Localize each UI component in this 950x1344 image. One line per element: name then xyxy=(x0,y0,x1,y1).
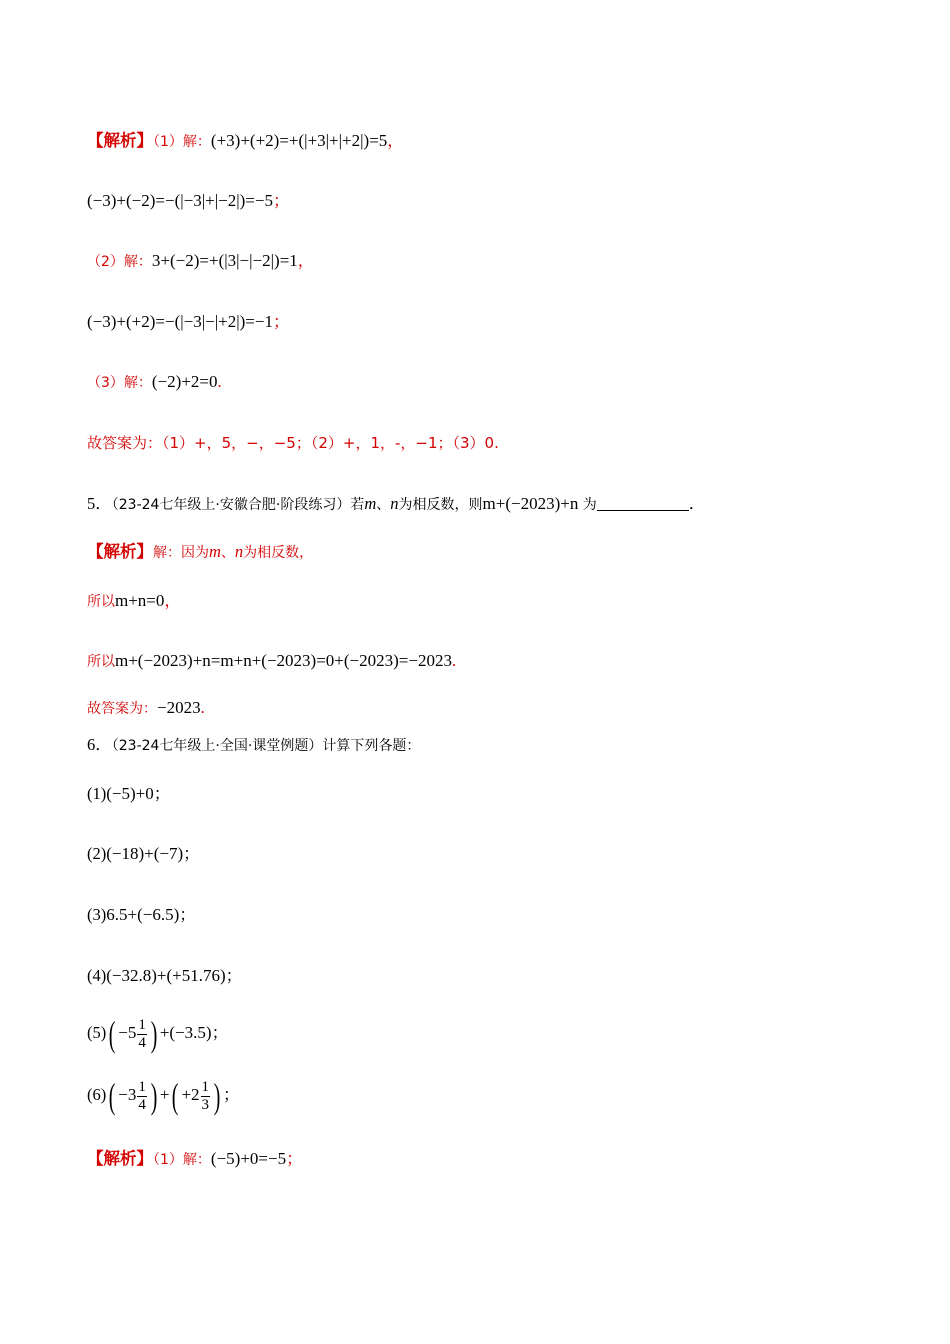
analysis-label: 【解析】 xyxy=(87,542,153,561)
q4-solution-line-2 xyxy=(87,190,289,212)
q6-item-label: (1) xyxy=(87,784,107,803)
q5-sol-var-m: m xyxy=(209,542,221,561)
q6-item-end: ； xyxy=(183,844,200,863)
fraction-denominator: 4 xyxy=(138,1096,146,1113)
right-paren: ) xyxy=(150,1014,158,1055)
right-paren: ) xyxy=(213,1076,221,1117)
q6-sol-prefix: （1）解： xyxy=(153,1152,211,1168)
q6-item-end: ； xyxy=(179,905,196,924)
fraction-numerator: 1 xyxy=(201,1078,210,1095)
q4-solution-line-3 xyxy=(87,250,314,273)
q5-sep: 、 xyxy=(376,497,391,513)
q6-item-2 xyxy=(87,843,200,865)
fraction-numerator: 1 xyxy=(138,1016,146,1033)
mixed-number-whole: +2 xyxy=(181,1085,200,1104)
q4-solution-line-4 xyxy=(87,311,289,333)
q5-sol-text-a: 解：因为 xyxy=(153,545,209,561)
q4-part2-prefix: （2）解： xyxy=(87,254,152,270)
q4-part1-prefix: （1）解： xyxy=(153,134,211,150)
q5-sol-end-2: . xyxy=(451,651,457,670)
left-paren: ( xyxy=(108,1076,116,1117)
q4-part1-math-b: (−3)+(−2)=−(|−3|+|−2|)=−5 xyxy=(87,191,273,210)
q6-source: （23-24七年级上·全国·课堂例题） xyxy=(111,738,323,754)
q5-solution-line-2 xyxy=(87,590,181,613)
q4-part2-end: ， xyxy=(297,251,315,270)
q6-item-expr: (−32.8)+(+51.76) xyxy=(106,966,226,985)
fraction-denominator: 4 xyxy=(138,1034,146,1051)
q5-answer-label: 故答案为： xyxy=(87,701,157,717)
q4-solution-line-5 xyxy=(87,371,222,394)
q6-item-1 xyxy=(87,783,170,805)
mixed-number-whole: −3 xyxy=(118,1085,137,1104)
q6-question xyxy=(87,734,420,757)
q5-text-c: 为 xyxy=(578,497,597,513)
q5-var-m: m xyxy=(364,494,377,513)
q5-text-a: 若 xyxy=(350,497,365,513)
q4-part2-math-a: 3+(−2)=+(|3|−|−2|)=1 xyxy=(151,251,298,270)
q6-sol-math: (−5)+0=−5 xyxy=(210,1149,287,1168)
q6-item-label: (3) xyxy=(87,905,107,924)
q4-part3-math: (−2)+2=0 xyxy=(151,372,218,391)
q5-expression: m+(−2023)+n xyxy=(482,494,579,513)
fraction-denominator: 3 xyxy=(201,1096,210,1113)
q5-sol-so-1: 所以 xyxy=(87,594,115,610)
q6-item-rest: +(−3.5) xyxy=(159,1023,212,1042)
answer-blank xyxy=(597,494,689,511)
q6-number: 6． xyxy=(87,735,112,754)
q4-answer: 故答案为：（1）+，5，−，−5；（2）+，1，-，−1；（3）0. xyxy=(87,434,499,452)
q5-solution-line-3 xyxy=(87,650,456,673)
q5-var-n: n xyxy=(390,494,399,513)
q4-part1b-end: ； xyxy=(272,191,290,210)
q5-sol-sep: 、 xyxy=(220,545,235,561)
q5-answer-end: . xyxy=(200,698,205,717)
q5-answer-value: −2023 xyxy=(157,698,201,717)
q6-solution-line-1 xyxy=(87,1148,303,1171)
analysis-label: 【解析】 xyxy=(87,1149,153,1168)
q6-item-end: ； xyxy=(153,784,171,803)
q5-sol-text-b: 为相反数， xyxy=(243,545,314,561)
q6-item-4 xyxy=(87,965,242,987)
q5-sol-math-1: m+n=0 xyxy=(115,591,165,610)
q5-end: ． xyxy=(688,494,706,513)
q5-number: 5． xyxy=(87,494,112,513)
fraction-numerator: 1 xyxy=(138,1078,146,1095)
q4-part3-end: . xyxy=(217,372,222,391)
q6-item-label: (2) xyxy=(87,844,107,863)
q6-item-5 xyxy=(87,1010,228,1056)
analysis-label: 【解析】 xyxy=(87,131,153,150)
q4-solution-line-1 xyxy=(87,130,404,153)
q6-item-end: ； xyxy=(223,1085,240,1104)
q6-item-label: (4) xyxy=(87,966,107,985)
q5-text-b: 为相反数，则 xyxy=(398,497,483,513)
q5-solution-line-1 xyxy=(87,541,313,564)
q4-part2-math-b: (−3)+(+2)=−(|−3|−|+2|)=−1 xyxy=(87,312,273,331)
q6-item-label: (6) xyxy=(87,1085,107,1104)
plus-sign: + xyxy=(159,1085,170,1104)
right-paren: ) xyxy=(150,1076,158,1117)
q6-item-end: ； xyxy=(211,1023,229,1042)
q4-part3-prefix: （3）解： xyxy=(87,375,152,391)
q6-item-end: ； xyxy=(225,966,243,985)
q6-item-6 xyxy=(87,1072,240,1118)
q6-item-label: (5) xyxy=(87,1023,107,1042)
q6-text: 计算下列各题： xyxy=(322,738,421,754)
fraction xyxy=(137,1079,147,1114)
q5-sol-var-n: n xyxy=(234,542,244,561)
q5-sol-end-1: ， xyxy=(164,591,181,610)
q6-item-expr: (−5)+0 xyxy=(106,784,154,803)
q6-item-3 xyxy=(87,904,196,926)
q5-source: （23-24七年级上·安徽合肥·阶段练习） xyxy=(111,497,351,513)
q4-part2b-end: ； xyxy=(272,312,290,331)
q6-sol-end: ； xyxy=(286,1149,303,1168)
q6-item-expr: (−18)+(−7) xyxy=(106,844,184,863)
q4-part1-end: ， xyxy=(387,131,404,150)
mixed-number-whole: −5 xyxy=(118,1023,137,1042)
fraction xyxy=(201,1079,211,1114)
q6-item-expr: 6.5+(−6.5) xyxy=(106,905,180,924)
q5-answer xyxy=(87,697,205,720)
q5-question xyxy=(87,493,705,516)
left-paren: ( xyxy=(172,1076,179,1117)
q4-part1-math-a: (+3)+(+2)=+(|+3|+|+2|)=5 xyxy=(210,131,388,150)
q5-sol-so-2: 所以 xyxy=(87,654,115,670)
left-paren: ( xyxy=(108,1014,116,1055)
q5-sol-math-2: m+(−2023)+n=m+n+(−2023)=0+(−2023)=−2023 xyxy=(115,651,452,670)
fraction xyxy=(137,1017,147,1052)
